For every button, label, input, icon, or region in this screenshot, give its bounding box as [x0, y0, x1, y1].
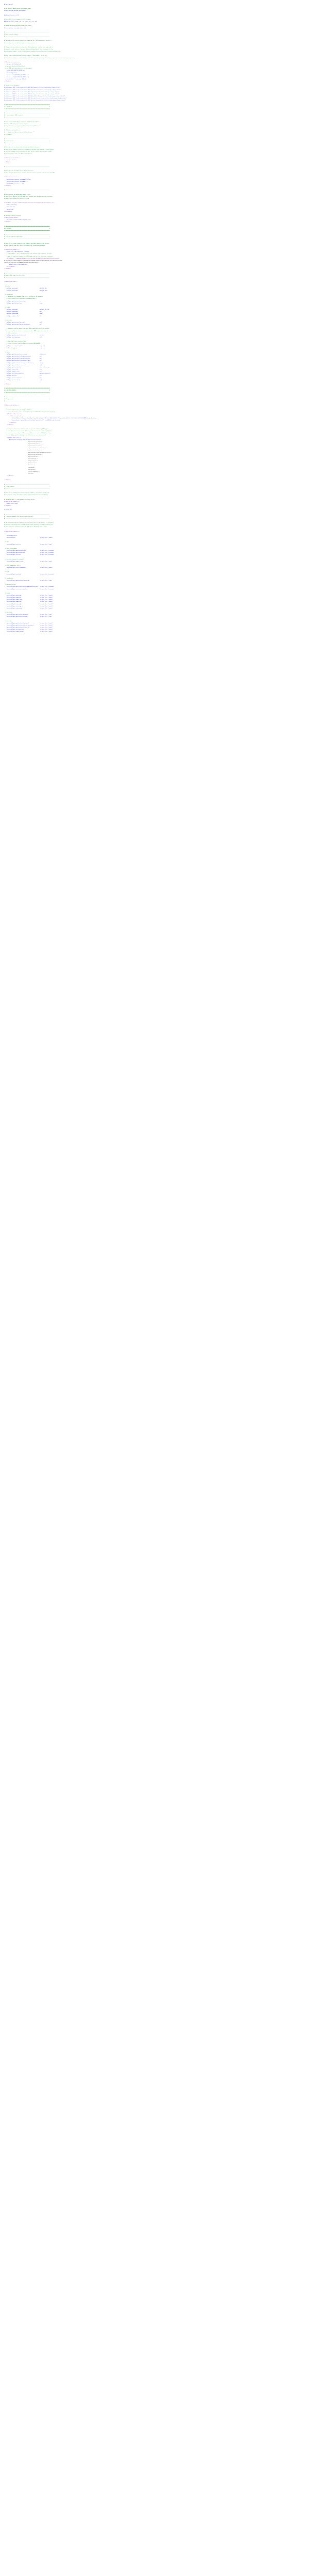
- directive-line: Header unset ETag: [4, 503, 18, 504]
- comment-line: # ######################################################################: [4, 108, 50, 110]
- comment-line: # Block access to hidden files and directories.: [4, 170, 34, 172]
- comment-line: # This includes directories used by version control systems such as Git and SVN.: [4, 173, 55, 174]
- section-tag-line: <IfModule mod_rewrite.c>: [4, 61, 20, 63]
- comment-line: # | ETag removal |: [4, 486, 50, 487]
- comment-line: # Start rewrite engine: [4, 33, 19, 35]
- comment-line: # Video: [4, 307, 10, 308]
- comment-line: # ######################################################################: [4, 104, 50, 106]
- comment-line: # Normalize to standard type (it's sniffed in IE anyways):: [4, 296, 44, 298]
- comment-line: # Browsers usually ignore the font MIME types and sniff the content,: [4, 328, 50, 330]
- comment-line: # | Cross-domain AJAX requests |: [4, 115, 50, 116]
- code-line: text/html \: [4, 467, 36, 468]
- code-line: text/plain \: [4, 469, 36, 470]
- code-line: g|js|json(ld)?|m4[av]|manifest|map|mp4|oex|og[agv]|opus|otf|pdf|png|rdf|rss|safariextz|svgz?: [4, 260, 63, 261]
- comment-line: # Compress all output labeled with one of the following MIME-types: [4, 428, 49, 430]
- directive-line: Options +FollowSymlinks: [4, 63, 22, 65]
- comment-line: # and can remove the `<IfModule mod_filter.c>` and `</IfModule>` lines: [4, 433, 52, 434]
- comment-line: # ----------------------------------------------------------------------: [4, 138, 50, 140]
- directive-line: ErrorDocument 404 "<html><head><title>404 Not Found</title></head><body></body></html>": [4, 93, 60, 95]
- comment-line: # ######################################################################: [4, 392, 50, 394]
- directive-line: AddType application/x-chrome-extension crx: [4, 356, 42, 358]
- directive-line: ExpiresByType application/x-font-ttf "access plus 1 month": [4, 627, 53, 629]
- comment-line: # Usually you should leave this uncommented because you shouldn't allow anyone: [4, 149, 54, 150]
- section-tag-line: </IfModule>: [4, 222, 11, 223]
- comment-line: # | Better website experience |: [4, 236, 50, 238]
- section-tag-line: <IfModule mod_expires.c>: [4, 531, 20, 532]
- section-tag-line: </IfModule>: [4, 268, 11, 270]
- comment-line: # ----------------------------------------------------------------------: [4, 190, 50, 191]
- directive-line: ExpiresByType video/ogg "access plus 1 month": [4, 605, 53, 607]
- section-tag-line: <FilesMatch "\.(appcache|atom|crx|css|cur|eot|f4[abpv]|flv|geojson|gif|htc|ico|jpe?: [4, 258, 60, 259]
- comment-line: # https://twitter.com/FontSquirrel/status/14855840545: [4, 343, 41, 345]
- comment-line: # ----------------------------------------------------------------------: [4, 277, 50, 278]
- comment-line: # cases when it may not: http://hsivonen.iki.fi/doctype/#ie8modes: [4, 245, 46, 246]
- comment-line: # ######################################################################: [4, 230, 50, 231]
- comment-line: # cache time for resources like CSS and JS to something like 1 week.: [4, 527, 47, 528]
- comment-line: # HTML components (HTCs): [4, 565, 21, 566]
- directive-line: ExpiresByType application/atom+xml "access plus 1 hour": [4, 614, 53, 616]
- comment-line: # | File access |: [4, 141, 50, 142]
- section-tag-line: <IfModule mod_headers.c>: [4, 249, 20, 251]
- directive-line: ExpiresByType text/x-component "access plus 1 month": [4, 567, 53, 569]
- comment-line: # comment it out and use `Options +SymLinksIfOwnerMatch` but, be aware of the: [4, 48, 53, 50]
- comment-line: # Also, some cloud hosting services require `RewriteBase` to be set:: [4, 55, 47, 57]
- directive-line: ExpiresByType image/png "access plus 1 month": [4, 601, 53, 603]
- directive-line: AddType video/mp4 mp4 m4v f4v f4p: [4, 309, 49, 311]
- comment-line: # Manifest files: [4, 584, 16, 586]
- section-tag-line: </IfModule>: [4, 422, 16, 423]
- section-tag-line: <FilesMatch "(^#.*#|\.(bak|config|dist|fla|inc|ini|log|psd|sh|sql|sw[op])|~)$">: [4, 202, 55, 204]
- directive-line: ExpiresByType text/cache-manifest "access plus 0 seconds": [4, 588, 55, 590]
- comment-line: # Force IE to render pages in the highest available mode in the various: [4, 243, 49, 244]
- directive-line: RewriteRule "(^|/)\." - [F]: [4, 183, 24, 184]
- comment-line: # private places like the CMS's directories).: [4, 153, 33, 155]
- section-tag-line: </FilesMatch>: [4, 266, 15, 268]
- directive-line: AddType video/webm webm: [4, 313, 42, 315]
- comment-line: # ----------------------------------------------------------------------: [4, 514, 50, 515]
- section-tag-line: </IfModule>: [4, 185, 11, 187]
- directive-line: ExpiresByType application/rss+xml "access plus 1 hour": [4, 616, 53, 618]
- section-tag-line: </IfModule>: [4, 476, 14, 477]
- directive-line: ErrorDocument 503 "<html><head><title>503 Service Unavailable</title></head><body></body></html>": [4, 100, 66, 101]
- directive-line: AddType application/javascript js: [4, 300, 41, 302]
- directive-line: Header set X-UA-Compatible "IE=edge": [4, 251, 30, 253]
- comment-line: # Proper MIME type for all files: [4, 275, 25, 276]
- comment-line: # necessary for the following directives to work.: [4, 42, 36, 44]
- directive-line: php_value session.cookie_httponly true: [4, 219, 31, 221]
- section-tag-line: <IfModule mod_autoindex.c>: [4, 158, 21, 159]
- directive-line: SetEnv APP_REWRITE_ENGINE on: [4, 70, 25, 72]
- comment-line: # ----------------------------------------------------------------------: [4, 518, 50, 519]
- section-tag-line: <IfModule mod_filter.c>: [4, 437, 22, 438]
- directive-line: Options -Indexes: [4, 160, 17, 161]
- directive-line: AddType font/opentype otf: [4, 336, 42, 338]
- comment-line: # Favicon (cannot be renamed!): [4, 558, 25, 560]
- code-line: application/x-font-ttf \: [4, 450, 44, 451]
- directive-line: RequestHeader append Accept-Encoding "gzip,deflate" env=HAVE_Accept-Encoding: [4, 420, 60, 421]
- comment-line: # ----------------------------------------------------------------------: [4, 143, 50, 144]
- directive-line: AddType text/x-component htc: [4, 377, 42, 379]
- directive-line: Satisfy All: [4, 209, 14, 210]
- comment-line: # | Compression |: [4, 399, 50, 400]
- comment-line: # following fonts.: [4, 332, 19, 334]
- directive-line: ExpiresByType application/x-web-app-manifest+json "access plus 0 seconds": [4, 586, 55, 588]
- directive-line: AddType application/x-opera-extension oex: [4, 358, 42, 360]
- comment-line: # ----------------------------------------------------------------------: [4, 234, 50, 236]
- directive-line: RewriteCond %{REQUEST_FILENAME} !-f: [4, 74, 29, 76]
- comment-line: # Media: [4, 592, 10, 594]
- directive-line: ExpiresByType application/vnd.ms-fontobject "access plus 1 month": [4, 624, 53, 626]
- directive-line: AddType text/vtt vtt: [4, 375, 42, 377]
- comment-line: # Turning on the rewrite engine and enabling the `FollowSymLinks` option is: [4, 40, 52, 42]
- code-line: text/x-component \: [4, 471, 40, 472]
- directive-line: AddType application/font-woff woff: [4, 321, 42, 323]
- comment-line: # </IfModule>: [4, 134, 13, 135]
- directive-line: ExpiresActive on: [4, 535, 17, 537]
- code-line: text/xml: [4, 473, 33, 474]
- directive-line: ExpiresByType font/opentype "access plus 1 month": [4, 629, 53, 631]
- directive-line: AddType video/ogg ogv: [4, 311, 42, 313]
- comment-line: # control versioning with filename-based cache busting, consider lowering the: [4, 524, 53, 526]
- code-line: application/vnd.ms-fontobject \: [4, 448, 48, 449]
- directive-line: AddType application/octet-stream safariextz: [4, 354, 46, 355]
- comment-line: # Since we're sending far-future expires headers (see below), ETags can: [4, 493, 49, 494]
- directive-line: RewriteCond %{REQUEST_FILENAME} !-d: [4, 76, 29, 78]
- comment-line: # Web fonts: [4, 620, 13, 622]
- comment-line: # Web fonts: [4, 319, 13, 321]
- directive-line: ErrorDocument 405 "<html><head><title>405 Method Not Allowed</title></head><body></body></html>": [4, 96, 65, 97]
- comment-line: # # SECURITY #: [4, 106, 50, 108]
- directive-line: AddType application/xml atom rdf rss xml: [4, 366, 50, 368]
- comment-line: # http://www.rackspace.com/knowledge_center/frequently-asked-question/why-is-mod-rewrite-not-working-on-my-site: [4, 57, 75, 59]
- section-tag-line: <IfModule mod_rewrite.c>: [4, 177, 20, 178]
- comment-line: # ----------------------------------------------------------------------: [4, 166, 50, 167]
- directive-line: AddType application/vnd.ms-fontobject eot: [4, 324, 42, 326]
- directive-line: FileETag None: [4, 510, 13, 511]
- comment-line: # # WEB PERFORMANCE #: [4, 390, 50, 392]
- comment-line: # Block access to backup and source files.: [4, 194, 31, 195]
- code-line: application/xml \: [4, 456, 39, 457]
- comment-line: # Set default Application Environment name: [4, 8, 31, 10]
- comment-line: # The following expires headers are set pretty far in the future. If you don't: [4, 522, 54, 524]
- comment-line: # http://tools.ietf.org/html/rfc4329#section-7.2: [4, 298, 38, 300]
- directive-line: ExpiresByType application/xml "access plus 0 seconds": [4, 552, 55, 554]
- section-tag-line: </IfModule>: [4, 81, 11, 82]
- htaccess-text-view[interactable]: [0, 0, 305, 633]
- directive-line: ErrorDocument 403 "<html><head><title>403 Forbidden</title></head><body></body></html>": [4, 91, 60, 93]
- directive-line: ExpiresByType image/jpeg "access plus 1 month": [4, 599, 53, 601]
- directive-line: ExpiresByType text/css "access plus 1 year": [4, 544, 53, 545]
- section-tag-line: <IfModule mod_headers.c>: [4, 501, 20, 502]
- code-line: application/json \: [4, 443, 40, 445]
- comment-line: # # CONTENT #: [4, 228, 50, 229]
- directive-line: AddCharset utf-8 .atom .css .js .json .rss .vtt .xml: [4, 21, 38, 23]
- code-line: image/svg+xml \: [4, 461, 38, 462]
- directive-line: Allow from all: [4, 4, 13, 5]
- directive-line: AddType image/x-icon ico: [4, 371, 42, 372]
- comment-line: # ----------------------------------------------------------------------: [4, 484, 50, 485]
- directive-line: AddType application/x-shockwave-flash swf: [4, 360, 42, 362]
- directive-line: Order allow,deny: [4, 205, 17, 206]
- directive-line: AddType audio/mp4 m4a f4a f4b: [4, 287, 47, 289]
- directive-line: ExpiresByType audio/ogg "access plus 1 month": [4, 595, 53, 596]
- directive-line: Deny from all: [4, 207, 15, 208]
- code-line: application/rss+xml \: [4, 446, 42, 447]
- directive-line: ExpiresDefault "access plus 1 month": [4, 537, 53, 539]
- directive-line: ExpiresByType application/font-woff "access plus 1 month": [4, 622, 53, 624]
- section-tag-line: </IfModule>: [4, 424, 14, 426]
- comment-line: # Make SVGZ fonts work on iPad:: [4, 341, 27, 343]
- directive-line: ExpiresByType image/gif "access plus 1 month": [4, 597, 53, 599]
- directive-line: ExpiresByType image/x-icon "access plus 1 week": [4, 561, 53, 562]
- directive-line: AddType image/svg+xml svgz svg: [4, 345, 45, 347]
- comment-line: # Force compression for mangled headers.: [4, 409, 32, 411]
- section-tag-line: <IfModule php5_module>: [4, 217, 19, 219]
- comment-line: # Enable CORS only for trusted origins.: [4, 123, 29, 125]
- comment-line: # Custom Error documents: [4, 85, 20, 87]
- comment-line: # http://developer.yahoo.com/blogs/ydn/posts/2010/12/pushing-beyond-gzipping: [4, 411, 55, 413]
- directive-line: AddType application/x-xpinstall xpi: [4, 364, 42, 366]
- comment-line: # Change directory default index file order: [4, 25, 31, 27]
- directive-line: ExpiresByType video/mp4 "access plus 1 month": [4, 603, 53, 605]
- directive-line: AddType application/x-font-ttf ttc ttf: [4, 334, 44, 336]
- directive-line: ErrorDocument 500 "<html><head><title>500 Internal Server Error</title></head><body></body></html>": [4, 98, 67, 99]
- directive-line: DirectoryIndex index.php index.html: [4, 27, 27, 29]
- section-tag-line: </IfModule>: [4, 480, 11, 481]
- code-line: application/x-web-app-manifest+json \: [4, 452, 52, 453]
- comment-line: # performance impact: http://httpd.apache.org/docs/current/misc/perf-tuning.html#symlinks: [4, 51, 61, 53]
- comment-line: # Increase cookie security: [4, 215, 21, 216]
- comment-line: # <IfModule mod_headers.c>: [4, 130, 21, 131]
- directive-line: RewriteCond %{SCRIPT_FILENAME} -d [OR]: [4, 179, 31, 180]
- comment-line: # Header set Access-Control-Allow-Origin "*": [4, 132, 35, 133]
- comment-line: # ----------------------------------------------------------------------: [4, 31, 50, 33]
- comment-line: # HTML: [4, 571, 9, 573]
- code-line: |swf|tt[cf]|txt|vcf|vtt|webapp|web[mp]|woff|xml|xpi)$">: [4, 262, 39, 264]
- comment-line: # JavaScript: [4, 294, 13, 296]
- directive-line: RewriteCond %{SCRIPT_FILENAME} -f: [4, 181, 28, 182]
- comment-line: # ----------------------------------------------------------------------: [4, 239, 50, 240]
- comment-line: # ######################################################################: [4, 226, 50, 227]
- directive-line: AddType application/x-web-app-manifest+json webapp: [4, 362, 44, 364]
- comment-line: # These files may be left by some text editors and can pose a great security: [4, 196, 53, 197]
- comment-line: # however, Chrome shows a warning if other MIME types are used for the: [4, 330, 52, 332]
- comment-line: # want to send this header for HTML pages and not for the other resources: [4, 256, 53, 257]
- directive-line: RewriteRule ^ index.php [QSA,L]: [4, 78, 27, 80]
- comment-line: # Data interchange: [4, 548, 17, 549]
- directive-line: AddOutputFilterByType DEFLATE application/atom+xml \: [4, 439, 42, 440]
- comment-line: # ----------------------------------------------------------------------: [4, 396, 50, 398]
- directive-line: ExpiresByType image/svg+xml "access plus 1 month": [4, 631, 53, 633]
- directive-line: AddType text/x-vcard vcf: [4, 379, 42, 381]
- directive-line: SetEnvIfNoCase ^(Accept-EncodXng|X-cept-Encoding|X-(SSC|~)|-{15}|~{15})$ ^((gzip|deflate)\s*,?\s*)+|[X~-]{4,13}$ HAVE_Accept-Encoding: [4, 418, 96, 419]
- comment-line: # ----------------------------------------------------------------------: [4, 113, 50, 114]
- comment-line: # Force UTF-8 for a number of file formats: [4, 19, 31, 20]
- directive-line: SetEnv APPLICATION_ENV development: [4, 10, 26, 12]
- directive-line: ExpiresByType video/webm "access plus 1 month": [4, 607, 53, 609]
- directive-line: AddType audio/ogg oga ogg opus: [4, 290, 47, 291]
- comment-line: # ----------------------------------------------------------------------: [4, 117, 50, 118]
- code-line: text/css \: [4, 465, 35, 466]
- directive-line: ExpiresByType text/html "access plus 0 seconds": [4, 573, 55, 575]
- code-line: font/opentype \: [4, 458, 38, 460]
- code-line: application/javascript \: [4, 441, 44, 443]
- comment-line: # `FileETag None` is not enough for every server.: [4, 499, 36, 500]
- section-tag-line: </IfModule>: [4, 162, 11, 163]
- directive-line: ExpiresByType application/javascript "access plus 1 year": [4, 580, 53, 581]
- comment-line: # as `AddOutputFilterByType` is still in the core directives).: [4, 435, 47, 436]
- comment-line: # to surf through every directory on your server (which may includes rather: [4, 151, 52, 152]
- comment-line: # danger when anyone has access to them.: [4, 198, 30, 199]
- directive-line: AddDefaultCharset utf-8: [4, 14, 19, 16]
- comment-line: # ######################################################################: [4, 388, 50, 389]
- comment-line: # `mod_headers` can't match based on the content-type, however, we only: [4, 253, 52, 255]
- code-line: application/xhtml+xml \: [4, 454, 43, 455]
- directive-line: ErrorDocument 400 "<html><head><title>400 Bad Request</title></head><body></body></html>": [4, 87, 61, 89]
- comment-line: # Serve cross-domain Ajax requests. Disabled by default.: [4, 121, 40, 123]
- comment-line: # http://enable-cors.org/ and http://www.w3.org/TR/cors/: [4, 126, 40, 127]
- comment-line: # ----------------------------------------------------------------------: [4, 401, 50, 402]
- comment-line: # Audio: [4, 285, 10, 287]
- comment-line: # (for Apache versions below 2.3.7, you don't need to enable `mod_filter`: [4, 431, 53, 432]
- comment-line: # Other: [4, 351, 10, 353]
- comment-line: # Set PHP real word base uri in enviroment: [4, 68, 32, 70]
- comment-line: # ----------------------------------------------------------------------: [4, 273, 50, 274]
- comment-line: # ----------------------------------------------------------------------: [4, 488, 50, 489]
- code-line: image/x-icon \: [4, 463, 38, 464]
- comment-line: # Block access to directories without a default document.: [4, 147, 41, 148]
- section-tag-line: </FilesMatch>: [4, 211, 13, 212]
- directive-line: ErrorDocument 401 "<html><head><title>401 Unauthorized</title></head><body></body></html>": [4, 89, 61, 91]
- directive-line: ExpiresByType text/xml "access plus 0 seconds": [4, 554, 55, 556]
- section-tag-line: <IfModule mod_deflate.c>: [4, 405, 20, 406]
- directive-line: AddType image/webp webp: [4, 369, 42, 370]
- comment-line: # JavaScript: [4, 578, 13, 579]
- comment-line: # Web feeds: [4, 612, 13, 614]
- directive-line: Header unset X-UA-Compatible: [4, 264, 27, 266]
- section-tag-line: </IfModule>: [4, 505, 11, 507]
- directive-line: AddEncoding gzip svgz: [4, 347, 42, 349]
- comment-line: # If your web host doesn't allow the `FollowSymlinks` option, you may need to: [4, 46, 53, 48]
- comment-line: # | Expires headers (for better cache control) |: [4, 516, 50, 517]
- comment-line: # be removed: http://developer.yahoo.com/performance/rules.html#etags: [4, 495, 48, 496]
- section-tag-line: <IfModule mod_setenvif.c>: [4, 414, 23, 415]
- section-tag-line: <IfModule mod_headers.c>: [4, 416, 25, 417]
- directive-line: RewriteEngine On: [4, 72, 17, 74]
- section-tag-line: </IfModule>: [4, 384, 11, 385]
- comment-line: # ----------------------------------------------------------------------: [4, 36, 50, 38]
- directive-line: AddType text/cache-manifest appcache manifest: [4, 373, 50, 375]
- directive-line: ExpiresByType application/json "access plus 0 seconds": [4, 550, 55, 551]
- directive-line: AddType application/json json: [4, 302, 42, 304]
- directive-line: AddType video/x-flv flv: [4, 315, 42, 317]
- section-tag-line: <IfModule mod_mime.c>: [4, 281, 18, 283]
- comment-line: # Options +SymLinksIfOwnerMatch: [4, 66, 25, 67]
- comment-line: # CSS: [4, 541, 9, 543]
